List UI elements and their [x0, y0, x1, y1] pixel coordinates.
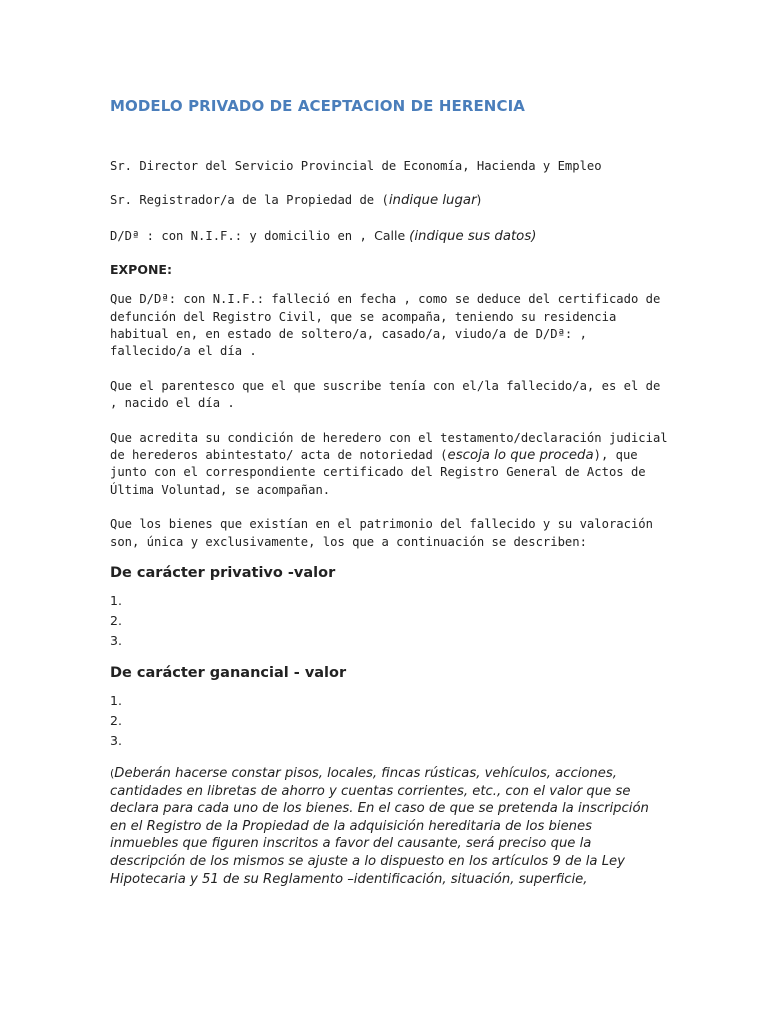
paragraph-parentesco: Que el parentesco que el que suscribe tenía con el/la fallecido/a, es el de , nacido el día .: [110, 378, 661, 411]
list-item: 3.: [110, 633, 122, 649]
addressee-director: Sr. Director del Servicio Provincial de Economía, Hacienda y Empleo: [110, 159, 602, 173]
heredero-suffix: ), que junto con el correspondiente certificado del Registro General de Actos de Última Voluntad, se acompañan.: [110, 448, 646, 497]
section-ganancial-heading: De carácter ganancial - valor: [110, 665, 347, 682]
registrador-suffix: ): [476, 193, 482, 208]
section-privativo-heading: De carácter privativo -valor: [110, 565, 336, 582]
expone-label: EXPONE:: [110, 262, 172, 278]
section-privativo-list: [110, 591, 670, 651]
applicant-placeholder: (indique sus datos): [409, 228, 537, 244]
addressee-registrador: [110, 192, 670, 209]
paragraph-condicion-heredero: [110, 430, 670, 500]
section-ganancial-list: [110, 691, 670, 751]
list-item: 1.: [110, 693, 122, 709]
paragraph-fallecimiento: Que D/Dª: con N.I.F.: falleció en fecha , como se deduce del certificado de defunción del Registro Civil, que se acompaña, teniendo su residencia habitual en, en estado de soltero/a, casado/a, viudo/a de D/Dª: , fallecido/a el día .: [110, 292, 661, 359]
list-item: 3.: [110, 733, 122, 749]
list-item: 2.: [110, 713, 122, 729]
note-open-paren: (: [110, 767, 115, 781]
applicant-line: [110, 227, 670, 245]
registrador-prefix: Sr. Registrador/a de la Propiedad de (: [110, 193, 389, 208]
note-text: Deberán hacerse constar pisos, locales, fincas rústicas, vehículos, acciones, cantidades en libretas de ahorro y cuentas corrientes, etc., con el valor que se declara para cada uno de los bienes. En el caso de que se pretenda la inscripción en el Registro de la Propiedad de la adquisición hereditaria de los bienes inmuebles que figuren inscritos a favor del causante, será preciso que la descripción de los mismos se ajuste a lo dispuesto en los artículos 9 de la Ley Hipotecaria y 51 de su Reglamento –identificación, situación, superficie,: [110, 766, 649, 887]
instructions-note: [110, 765, 655, 888]
list-item: 2.: [110, 613, 122, 629]
heredero-prefix: Que acredita su condición de heredero con el testamento/declaración judicial de herederos abintestato/ acta de notoriedad (: [110, 430, 668, 463]
applicant-calle: Calle: [374, 227, 410, 243]
document-page: [110, 97, 670, 901]
registrador-placeholder: indique lugar: [388, 193, 477, 209]
document-title: MODELO PRIVADO DE ACEPTACION DE HERENCIA: [110, 97, 525, 115]
list-item: 1.: [110, 593, 122, 609]
heredero-placeholder: escoja lo que proceda: [447, 448, 594, 464]
applicant-prefix: D/Dª : con N.I.F.: y domicilio en ,: [110, 228, 375, 243]
paragraph-bienes: Que los bienes que existían en el patrimonio del fallecido y su valoración son, única y exclusivamente, los que a continuación se describen:: [110, 517, 653, 549]
